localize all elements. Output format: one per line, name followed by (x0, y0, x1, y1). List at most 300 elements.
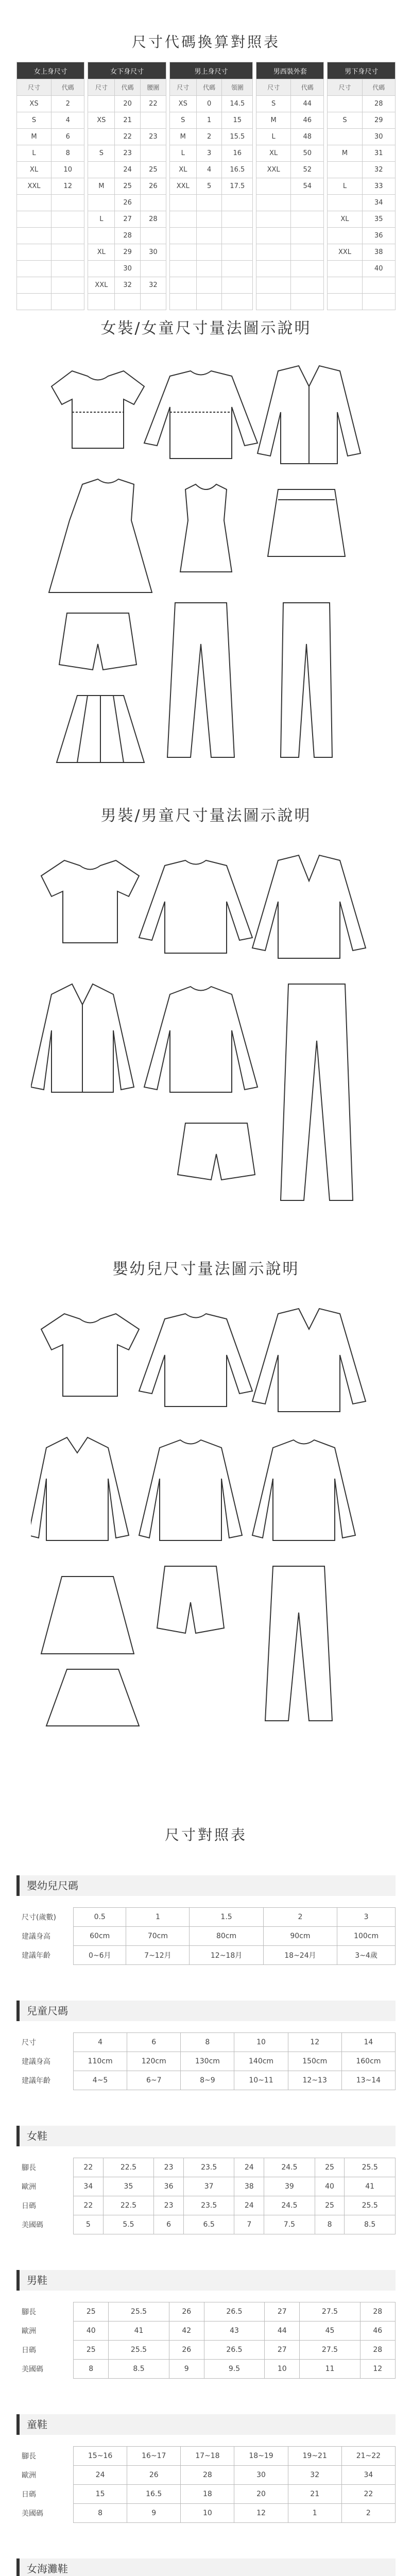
size-chart-row (16, 2177, 396, 2196)
size-code-cell (328, 195, 362, 211)
size-chart-cell: 25 (74, 2302, 109, 2321)
size-chart-title: 尺寸對照表 (164, 1826, 247, 1843)
size-code-cell: L (88, 211, 115, 228)
size-chart-cell: 22 (74, 2196, 104, 2215)
size-col-header: 代碼 (115, 79, 141, 96)
section-title: 男鞋 (16, 2270, 396, 2291)
size-code-cell: 25 (141, 162, 166, 178)
size-group-header: 男西裝外套 (256, 62, 324, 79)
size-code-cell: 2 (196, 129, 222, 145)
size-code-cell: 32 (115, 277, 141, 294)
size-chart-cell: 23.5 (183, 2196, 234, 2215)
size-chart-cell: 44 (265, 2321, 300, 2341)
row-label: 歐洲 (22, 2471, 36, 2480)
women-measure-diagrams (41, 355, 371, 778)
size-chart-cell: 24.5 (264, 2196, 315, 2215)
size-chart-row (16, 1927, 396, 1946)
size-chart-cell: 27 (265, 2302, 300, 2321)
size-chart-cell: 22.5 (103, 2196, 154, 2215)
size-code-cell: 28 (115, 228, 141, 244)
size-chart-cell: 39 (264, 2177, 315, 2196)
size-code-cell (222, 228, 253, 244)
size-code-cell: M (169, 129, 196, 145)
size-chart-cell: 28 (360, 2341, 396, 2360)
row-label: 腳長 (22, 2308, 36, 2316)
size-code-cell: 21 (115, 112, 141, 129)
size-code-cell: 12 (52, 178, 84, 195)
size-chart-row (16, 2215, 396, 2234)
size-chart-cell: 150cm (288, 2052, 341, 2071)
size-chart-cell: 34 (74, 2177, 104, 2196)
size-chart-cell: 25.5 (345, 2196, 396, 2215)
size-code-row (17, 211, 396, 228)
size-chart-row (16, 1946, 396, 1965)
size-chart-cell: 100cm (337, 1927, 396, 1946)
size-chart-cell: 28 (360, 2302, 396, 2321)
men-measure-title: 男裝/男童尺寸量法圖示說明 (100, 807, 312, 825)
size-chart-cell: 32 (288, 2466, 341, 2485)
size-chart-cell: 6.5 (183, 2215, 234, 2234)
size-code-row (17, 96, 396, 112)
size-chart-cell: 25 (315, 2196, 345, 2215)
size-code-cell: 16.5 (222, 162, 253, 178)
size-code-cell: S (88, 145, 115, 162)
size-code-cell (17, 277, 52, 294)
size-chart-cell: 8 (315, 2215, 345, 2234)
size-chart-cell: 24.5 (264, 2158, 315, 2177)
size-chart-cell: 23.5 (183, 2158, 234, 2177)
size-code-cell: M (17, 129, 52, 145)
size-code-cell (196, 228, 222, 244)
size-group-header: 女下身尺寸 (88, 62, 166, 79)
size-code-cell (17, 244, 52, 261)
size-chart-cell: 3 (337, 1908, 396, 1927)
size-code-cell (291, 261, 324, 277)
size-code-cell (141, 195, 166, 211)
size-chart-cell: 4 (74, 2033, 127, 2052)
size-code-title: 尺寸代碼換算對照表 (131, 33, 280, 50)
size-chart-cell: 60cm (74, 1927, 126, 1946)
size-code-cell (291, 228, 324, 244)
size-chart-cell: 35 (103, 2177, 154, 2196)
size-chart-cell: 5.5 (103, 2215, 154, 2234)
size-chart-cell: 160cm (341, 2052, 395, 2071)
size-code-cell: XS (17, 96, 52, 112)
size-chart-row (16, 2485, 396, 2504)
size-code-cell (196, 211, 222, 228)
size-chart-cell: 7 (234, 2215, 264, 2234)
size-code-row (17, 195, 396, 211)
size-code-cell: M (328, 145, 362, 162)
size-code-cell: 46 (291, 112, 324, 129)
size-code-cell (88, 96, 115, 112)
size-code-cell (115, 294, 141, 310)
size-code-cell: 48 (291, 129, 324, 145)
size-chart-cell: 22.5 (103, 2158, 154, 2177)
size-code-cell (256, 261, 291, 277)
size-code-cell (328, 162, 362, 178)
size-code-cell: 30 (115, 261, 141, 277)
size-code-cell: L (17, 145, 52, 162)
size-code-cell: 44 (291, 96, 324, 112)
size-code-cell (222, 211, 253, 228)
row-label: 美國碼 (22, 2510, 43, 2518)
men-measure-diagrams (31, 845, 381, 1206)
size-chart-cell: 26 (169, 2341, 204, 2360)
size-code-cell (222, 244, 253, 261)
size-code-cell (169, 244, 196, 261)
size-chart-cell: 15~16 (74, 2447, 127, 2466)
size-code-cell: 32 (141, 277, 166, 294)
size-code-cell (362, 294, 396, 310)
size-chart-cell: 12 (288, 2033, 341, 2052)
size-code-row (17, 129, 396, 145)
size-code-cell: 6 (52, 129, 84, 145)
row-label: 日碼 (22, 2490, 36, 2499)
size-chart-cell: 40 (315, 2177, 345, 2196)
size-chart-cell: 26.5 (204, 2302, 264, 2321)
size-chart-cell: 16~17 (127, 2447, 181, 2466)
size-col-header: 代碼 (362, 79, 396, 96)
size-chart-cell: 37 (183, 2177, 234, 2196)
size-code-cell: XXL (256, 162, 291, 178)
size-code-cell (328, 228, 362, 244)
size-code-cell: 50 (291, 145, 324, 162)
size-chart-cell: 26.5 (204, 2341, 264, 2360)
size-code-cell (256, 228, 291, 244)
size-chart-cell: 23 (154, 2158, 184, 2177)
size-chart-cell: 8.5 (345, 2215, 396, 2234)
size-code-cell (52, 261, 84, 277)
size-chart-table (16, 1907, 396, 1965)
size-chart-cell: 25 (74, 2341, 109, 2360)
size-chart-cell: 21~22 (341, 2447, 395, 2466)
size-chart-cell: 40 (74, 2321, 109, 2341)
size-chart-cell: 8.5 (109, 2360, 169, 2379)
size-code-cell: 1 (196, 112, 222, 129)
size-code-cell: 24 (115, 162, 141, 178)
size-code-cell: 10 (52, 162, 84, 178)
size-code-cell (291, 277, 324, 294)
size-chart-cell: 6~7 (127, 2071, 181, 2090)
size-group-header: 女上身尺寸 (17, 62, 84, 79)
size-chart-cell: 25.5 (109, 2302, 169, 2321)
size-chart-cell: 27.5 (300, 2302, 360, 2321)
size-code-cell (222, 261, 253, 277)
size-code-row (17, 261, 396, 277)
size-code-cell (291, 244, 324, 261)
size-chart-cell: 18 (181, 2485, 234, 2504)
size-code-cell: 30 (141, 244, 166, 261)
size-code-cell: L (256, 129, 291, 145)
size-code-cell (17, 261, 52, 277)
size-chart-cell: 46 (360, 2321, 396, 2341)
size-chart-cell: 43 (204, 2321, 264, 2341)
size-chart-cell: 41 (345, 2177, 396, 2196)
row-label: 歐洲 (22, 2327, 36, 2335)
size-code-cell (88, 294, 115, 310)
size-code-cell (52, 228, 84, 244)
size-code-row (17, 294, 396, 310)
size-code-cell (52, 211, 84, 228)
women-measure-title: 女裝/女童尺寸量法圖示說明 (100, 319, 312, 337)
size-code-cell: 22 (115, 129, 141, 145)
size-code-cell (52, 195, 84, 211)
size-code-cell: XL (88, 244, 115, 261)
size-chart-cell: 12~13 (288, 2071, 341, 2090)
size-code-row (17, 112, 396, 129)
size-chart-row (16, 2360, 396, 2379)
size-code-cell: 15 (222, 112, 253, 129)
size-chart-cell: 20 (234, 2485, 288, 2504)
size-code-cell (141, 112, 166, 129)
size-chart-row (16, 2033, 396, 2052)
size-code-cell (328, 261, 362, 277)
size-code-cell: 22 (141, 96, 166, 112)
size-chart-cell: 12~18月 (190, 1946, 263, 1965)
size-chart-cell: 42 (169, 2321, 204, 2341)
size-chart-cell: 8 (74, 2360, 109, 2379)
size-chart-cell: 5 (74, 2215, 104, 2234)
size-code-cell (196, 195, 222, 211)
size-code-cell: M (256, 112, 291, 129)
size-code-cell: XL (256, 145, 291, 162)
size-code-cell: 8 (52, 145, 84, 162)
size-code-cell: 29 (362, 112, 396, 129)
size-chart-cell: 25.5 (109, 2341, 169, 2360)
size-chart-cell: 18~19 (234, 2447, 288, 2466)
size-code-cell: 34 (362, 195, 396, 211)
size-code-cell (256, 195, 291, 211)
size-chart-row (16, 2341, 396, 2360)
size-chart-cell: 25.5 (345, 2158, 396, 2177)
size-chart-cell: 9 (169, 2360, 204, 2379)
size-chart-cell: 18~24月 (263, 1946, 337, 1965)
size-col-header: 尺寸 (169, 79, 196, 96)
size-code-cell: 26 (115, 195, 141, 211)
size-chart-cell: 70cm (126, 1927, 190, 1946)
size-code-row (17, 228, 396, 244)
row-label: 建議年齡 (22, 1952, 50, 1960)
size-code-cell: 15.5 (222, 129, 253, 145)
size-chart-cell: 9.5 (204, 2360, 264, 2379)
size-code-cell (169, 277, 196, 294)
size-chart-row (16, 2196, 396, 2215)
size-code-cell: 2 (52, 96, 84, 112)
size-chart-table (16, 2032, 396, 2090)
size-code-cell (88, 228, 115, 244)
size-code-cell: XL (169, 162, 196, 178)
size-code-cell (256, 277, 291, 294)
size-code-cell (256, 211, 291, 228)
size-code-cell: L (169, 145, 196, 162)
size-code-cell: 14.5 (222, 96, 253, 112)
size-code-cell (196, 277, 222, 294)
size-code-table (16, 62, 396, 310)
size-chart-cell: 8 (74, 2504, 127, 2523)
size-code-cell (328, 96, 362, 112)
size-code-cell (169, 294, 196, 310)
size-chart-cell: 19~21 (288, 2447, 341, 2466)
size-code-cell (52, 294, 84, 310)
size-code-cell: XL (328, 211, 362, 228)
size-chart-cell: 41 (109, 2321, 169, 2341)
size-group-header: 男下身尺寸 (328, 62, 396, 79)
size-code-cell (328, 129, 362, 145)
size-code-cell: 27 (115, 211, 141, 228)
size-code-cell: 33 (362, 178, 396, 195)
size-code-cell (196, 261, 222, 277)
size-chart-cell: 11 (300, 2360, 360, 2379)
row-label: 美國碼 (22, 2221, 43, 2229)
size-group-header: 男上身尺寸 (169, 62, 252, 79)
row-label: 美國碼 (22, 2365, 43, 2374)
size-chart-row (16, 2052, 396, 2071)
size-code-cell: XXL (169, 178, 196, 195)
size-code-cell: 16 (222, 145, 253, 162)
size-chart-cell: 8 (181, 2033, 234, 2052)
size-code-row (17, 178, 396, 195)
size-chart-cell: 23 (154, 2196, 184, 2215)
size-col-header: 尺寸 (256, 79, 291, 96)
size-code-cell: 4 (52, 112, 84, 129)
size-code-cell (222, 277, 253, 294)
size-chart-row (16, 2504, 396, 2523)
size-chart-table (16, 2446, 396, 2523)
size-chart-cell: 7~12月 (126, 1946, 190, 1965)
size-code-cell (222, 294, 253, 310)
size-chart-cell: 25 (315, 2158, 345, 2177)
size-chart-cell: 9 (127, 2504, 181, 2523)
size-code-cell: 23 (115, 145, 141, 162)
size-code-cell (328, 277, 362, 294)
size-code-cell (169, 211, 196, 228)
size-code-cell: 3 (196, 145, 222, 162)
size-code-cell: S (169, 112, 196, 129)
size-code-cell (328, 294, 362, 310)
size-chart-cell: 13~14 (341, 2071, 395, 2090)
size-code-row (17, 162, 396, 178)
size-code-cell: 32 (362, 162, 396, 178)
size-chart-cell: 7.5 (264, 2215, 315, 2234)
size-col-header: 尺寸 (328, 79, 362, 96)
size-code-cell: XS (88, 112, 115, 129)
size-chart-cell: 26 (127, 2466, 181, 2485)
size-code-cell: 36 (362, 228, 396, 244)
size-code-cell (88, 129, 115, 145)
size-chart-cell: 10 (265, 2360, 300, 2379)
size-code-cell: 23 (141, 129, 166, 145)
size-code-cell (169, 261, 196, 277)
row-label: 日碼 (22, 2346, 36, 2354)
size-code-cell (169, 195, 196, 211)
size-chart-cell: 110cm (74, 2052, 127, 2071)
size-chart-cell: 12 (360, 2360, 396, 2379)
size-chart-row (16, 2321, 396, 2341)
size-col-header: 尺寸 (17, 79, 52, 96)
size-chart-cell: 4~5 (74, 2071, 127, 2090)
size-code-cell (169, 228, 196, 244)
size-chart-cell: 17~18 (181, 2447, 234, 2466)
section-title: 嬰幼兒尺碼 (16, 1875, 396, 1896)
size-chart-cell: 80cm (190, 1927, 263, 1946)
size-code-cell (52, 244, 84, 261)
size-col-header: 腰圍 (141, 79, 166, 96)
size-code-row (17, 145, 396, 162)
size-col-header: 代碼 (196, 79, 222, 96)
size-chart-cell: 26 (169, 2302, 204, 2321)
size-chart-row (16, 2158, 396, 2177)
size-code-cell: 25 (115, 178, 141, 195)
size-code-cell (88, 162, 115, 178)
size-col-header: 尺寸 (88, 79, 115, 96)
size-chart-cell: 24 (74, 2466, 127, 2485)
size-chart-cell: 6 (154, 2215, 184, 2234)
size-code-cell (141, 261, 166, 277)
size-chart-cell: 10 (234, 2033, 288, 2052)
size-code-cell (17, 294, 52, 310)
size-code-cell: L (328, 178, 362, 195)
size-chart-cell: 1 (126, 1908, 190, 1927)
row-label: 腳長 (22, 2164, 36, 2172)
size-code-cell: 29 (115, 244, 141, 261)
size-code-cell (256, 294, 291, 310)
size-chart-cell: 10~11 (234, 2071, 288, 2090)
size-code-cell: 54 (291, 178, 324, 195)
row-label: 建議身高 (22, 1933, 50, 1941)
size-chart-cell: 28 (181, 2466, 234, 2485)
size-chart-row (16, 2071, 396, 2090)
size-chart-cell: 27.5 (300, 2341, 360, 2360)
size-chart-table (16, 2302, 396, 2379)
size-code-cell (52, 277, 84, 294)
size-code-cell (291, 195, 324, 211)
size-code-cell (291, 294, 324, 310)
baby-measure-diagrams (31, 1298, 381, 1731)
size-code-cell: 31 (362, 145, 396, 162)
size-code-cell: XXL (17, 178, 52, 195)
size-code-cell: 28 (362, 96, 396, 112)
size-code-cell: XL (17, 162, 52, 178)
size-chart-table (16, 2158, 396, 2234)
size-code-cell (141, 228, 166, 244)
size-code-cell: XS (169, 96, 196, 112)
size-chart-cell: 90cm (263, 1927, 337, 1946)
size-chart-cell: 0~6月 (74, 1946, 126, 1965)
size-code-cell (362, 277, 396, 294)
size-code-cell (256, 178, 291, 195)
size-code-cell: 0 (196, 96, 222, 112)
size-chart-cell: 14 (341, 2033, 395, 2052)
size-chart-cell: 6 (127, 2033, 181, 2052)
size-chart-row (16, 2466, 396, 2485)
size-code-cell: 20 (115, 96, 141, 112)
size-code-cell (88, 261, 115, 277)
size-chart-cell: 10 (181, 2504, 234, 2523)
size-code-cell: S (328, 112, 362, 129)
size-chart-cell: 1.5 (190, 1908, 263, 1927)
row-label: 歐洲 (22, 2183, 36, 2191)
size-chart-cell: 45 (300, 2321, 360, 2341)
size-chart-row (16, 1908, 396, 1927)
size-code-cell: 17.5 (222, 178, 253, 195)
size-code-cell: 52 (291, 162, 324, 178)
size-code-cell (141, 294, 166, 310)
size-code-cell: 26 (141, 178, 166, 195)
size-code-cell: 35 (362, 211, 396, 228)
size-code-cell (196, 294, 222, 310)
size-code-cell: 4 (196, 162, 222, 178)
